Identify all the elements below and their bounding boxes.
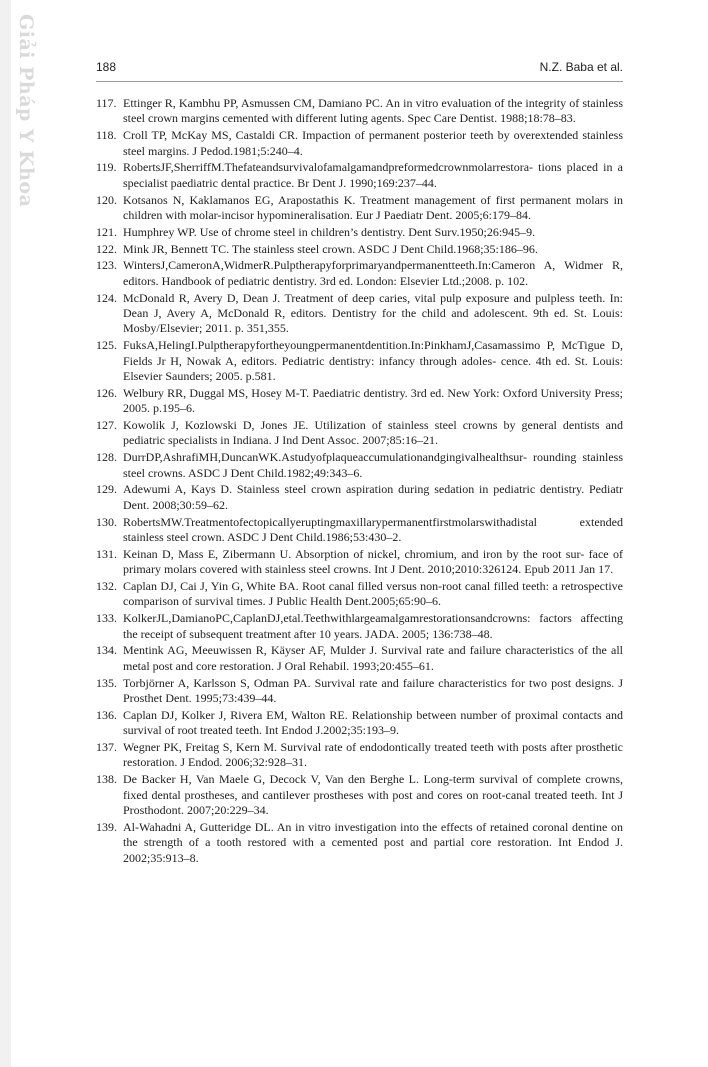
reference-text: De Backer H, Van Maele G, Decock V, Van den Berghe L. Long-term survival of complete crowns, fixed dental prostheses, and cantilever prostheses with post and cores on root-canal treated teeth. Int J Prosthodont. 2007;20:229–34. xyxy=(123,772,623,818)
reference-list xyxy=(96,96,623,867)
reference-item xyxy=(96,160,623,191)
reference-text: Humphrey WP. Use of chrome steel in children’s dentistry. Dent Surv.1950;26:945–9. xyxy=(123,224,536,239)
reference-text: FuksA,HelingI.Pulptherapyfortheyoungpermanentdentition.In:PinkhamJ,Casamassimo P, McTigue D, Fields Jr H, Nowak A, editors. Pediatric dentistry: infancy through adoles- cence. 4th ed. St. Louis: Elsevier Saunders; 2005. p.581. xyxy=(123,338,623,384)
reference-number: 120. xyxy=(96,192,117,207)
reference-text: RobertsJF,SherriffM.Thefateandsurvivalofamalgamandpreformedcrownmolarrestora- tions placed in a specialist paediatric dental practice. Br Dent J. 1990;169:237–44. xyxy=(123,160,623,190)
reference-item xyxy=(96,772,623,818)
reference-text: Kotsanos N, Kaklamanos EG, Arapostathis K. Treatment management of first permanent molars in children with molar-incisor hypomineralisation. Eur J Paediatr Dent. 2005;6:179–84. xyxy=(123,192,623,223)
reference-number: 117. xyxy=(96,96,117,110)
reference-item xyxy=(96,676,623,707)
reference-item xyxy=(96,450,623,481)
reference-text: KolkerJL,DamianoPC,CaplanDJ,etal.Teethwithlargeamalgamrestorationsandcrowns: factors affecting the receipt of subsequent treatment after 10 years. JADA. 2005; 136:738–48. xyxy=(123,611,623,641)
reference-number: 119. xyxy=(96,160,117,175)
reference-text: Caplan DJ, Kolker J, Rivera EM, Walton RE. Relationship between number of proximal contacts and survival of root treated teeth. Int Endod J.2002;35:193–9. xyxy=(123,707,623,738)
reference-item xyxy=(96,643,623,674)
reference-text: Mentink AG, Meeuwissen R, Käyser AF, Mulder J. Survival rate and failure characteristics of the all metal post and core restoration. J Oral Rehabil. 1993;20:455–61. xyxy=(123,643,623,673)
reference-item xyxy=(96,242,623,257)
reference-text: Kowolik J, Kozlowski D, Jones JE. Utilization of stainless steel crowns by general dentists and pediatric specialists in Indiana. J Ind Dent Assoc. 2007;85:16–21. xyxy=(123,418,623,448)
reference-item xyxy=(96,258,623,289)
reference-text: Caplan DJ, Cai J, Yin G, White BA. Root canal filled versus non-root canal filled teeth: a retrospective comparison of survival times. J Public Health Dent.2005;65:90–6. xyxy=(123,579,623,609)
reference-item xyxy=(96,291,623,337)
reference-text: Mink JR, Bennett TC. The stainless steel crown. ASDC J Dent Child.1968;35:186–96. xyxy=(123,241,538,256)
reference-item xyxy=(96,128,623,159)
reference-number: 133. xyxy=(96,611,117,626)
reference-number: 135. xyxy=(96,675,117,690)
running-header xyxy=(96,57,623,82)
reference-text: Ettinger R, Kambhu PP, Asmussen CM, Damiano PC. An in vitro evaluation of the integrity of stainless steel crown margins cemented with different luting agents. Spec Care Dentist. 1988;18:78–83. xyxy=(123,96,623,126)
reference-item xyxy=(96,225,623,240)
reference-item xyxy=(96,482,623,513)
reference-text: Welbury RR, Duggal MS, Hosey M-T. Paediatric dentistry. 3rd ed. New York: Oxford University Press; 2005. p.195–6. xyxy=(123,385,623,416)
reference-number: 124. xyxy=(96,290,117,305)
reference-text: Al-Wahadni A, Gutteridge DL. An in vitro investigation into the effects of retained coronal dentine on the strength of a tooth restored with a cemented post and partial core restoration. Int Endod J. 2002;35:913–8. xyxy=(123,819,623,865)
page-number: 188 xyxy=(96,60,117,74)
running-head-authors: N.Z. Baba et al. xyxy=(539,60,623,74)
reference-number: 139. xyxy=(96,819,117,834)
reference-text: Keinan D, Mass E, Zibermann U. Absorption of nickel, chromium, and iron by the root sur- face of primary molars covered with stainless steel crowns. Int J Dent. 2010;2010:326124. Epub 2011 Jan 17. xyxy=(123,546,623,577)
reference-number: 127. xyxy=(96,418,117,433)
reference-item xyxy=(96,611,623,642)
reference-number: 131. xyxy=(96,546,117,561)
reference-text: WintersJ,CameronA,WidmerR.Pulptherapyforprimaryandpermanentteeth.In:Cameron A, Widmer R, editors. Handbook of pediatric dentistry. 3rd ed. London: Elsevier Ltd.;2008. p. 102. xyxy=(123,258,623,288)
reference-number: 130. xyxy=(96,514,117,529)
reference-text: Wegner PK, Freitag S, Kern M. Survival rate of endodontically treated teeth with posts after prosthetic restoration. J Endod. 2006;32:928–31. xyxy=(123,740,623,770)
reference-number: 121. xyxy=(96,224,117,239)
reference-item xyxy=(96,547,623,578)
reference-text: Torbjörner A, Karlsson S, Odman PA. Survival rate and failure characteristics for two post designs. J Prosthet Dent. 1995;73:439–44. xyxy=(123,675,623,706)
reference-number: 129. xyxy=(96,482,117,497)
reference-item xyxy=(96,515,623,546)
reference-number: 136. xyxy=(96,707,117,722)
reference-number: 122. xyxy=(96,241,117,256)
reference-item xyxy=(96,386,623,417)
reference-number: 128. xyxy=(96,450,117,465)
reference-item xyxy=(96,418,623,449)
reference-text: Adewumi A, Kays D. Stainless steel crown aspiration during sedation in pediatric dentistry. Pediatr Dent. 2008;30:59–62. xyxy=(123,482,623,512)
watermark-text: Giải Pháp Y Khoa xyxy=(15,14,37,208)
reference-text: DurrDP,AshrafiMH,DuncanWK.Astudyofplaqueaccumulationandgingivalhealthsur- rounding stainless steel crowns. ASDC J Dent Child.1982;49:343–6. xyxy=(123,450,623,480)
reference-item xyxy=(96,708,623,739)
reference-number: 125. xyxy=(96,338,117,353)
reference-item xyxy=(96,338,623,384)
reference-number: 118. xyxy=(96,128,117,143)
reference-number: 123. xyxy=(96,258,117,273)
reference-number: 126. xyxy=(96,385,117,400)
reference-text: McDonald R, Avery D, Dean J. Treatment of deep caries, vital pulp exposure and pulpless teeth. In: Dean J, Avery A, McDonald R, editors. Dentistry for the child and adolescent. 9th ed. St. Louis: Mosby/Elsevier; 2011. p. 351,355. xyxy=(123,290,623,336)
reference-item xyxy=(96,579,623,610)
reference-text: Croll TP, McKay MS, Castaldi CR. Impaction of permanent posterior teeth by overextended stainless steel margins. J Pedod.1981;5:240–4. xyxy=(123,128,623,158)
reference-number: 137. xyxy=(96,740,117,755)
reference-item xyxy=(96,96,623,127)
reference-number: 132. xyxy=(96,579,117,594)
reference-item xyxy=(96,193,623,224)
reference-item xyxy=(96,820,623,866)
reference-text: RobertsMW.Treatmentofectopicallyeruptingmaxillarypermanentfirstmolarswithadistal extended stainless steel crown. ASDC J Dent Child.1986;53:430–2. xyxy=(123,514,623,545)
reference-number: 134. xyxy=(96,643,117,658)
reference-number: 138. xyxy=(96,772,117,787)
reference-item xyxy=(96,740,623,771)
